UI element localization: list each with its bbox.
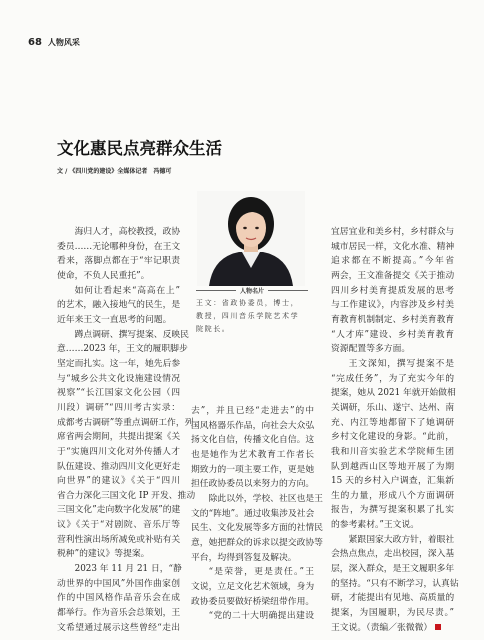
text-line: 紧跟国家大政方针，着眼社 [348,534,455,545]
text-line: 追求都在不断提高。”今年省 [331,256,454,267]
profile-line: 教授，四川音乐学院艺术学 [196,311,300,320]
paragraph [57,284,180,328]
text-line: 与“城乡公共文化设施建设情况 [57,373,180,384]
text-line: 委员……无论哪种身份，在王文 [57,241,181,252]
text-line: 营利性演出场所减免或补贴有关 [57,534,181,545]
text-line: 税种”的建议》等提案。 [57,549,150,560]
text-line: 层，深入群众，是王文履职多年 [331,564,455,575]
paragraph [57,328,196,563]
text-line: 队伍建设、推动四川文化更好走 [57,461,181,472]
profile-heading-label: 人物名片 [240,288,265,295]
text-line: 蹲点调研、撰写提案、反映民 [74,329,189,340]
text-line: 除此以外，学校、社区也是王 [208,493,323,504]
paragraph [57,225,180,284]
page-header [28,37,80,48]
text-line: 提案，为国履职，为民尽责。” [331,608,454,619]
text-line: 意……2023 年，王文的履职脚步 [57,344,188,355]
paragraph [57,562,180,635]
text-line: 育教育机制制定、乡村美育教育 [331,314,455,325]
text-line: 都举行。作为音乐会总策划，王 [57,608,181,619]
profile-line: 王文：省政协委员，博士， [196,299,300,307]
text-line: 三国文化”走向数字化发展”的建 [57,505,181,516]
end-mark-icon [435,624,441,630]
text-line: 提案，她从 2021 年就开始做相 [331,388,456,399]
text-line: 坚定而扎实。这一年，她先后参 [57,358,181,369]
article-byline: 文 / 《四川党的建设》全媒体记者 冯德可 [57,168,172,175]
text-line: 王文说。（责编／张微微） [331,621,454,636]
text-line: 使命，不负人民重托”。 [57,270,150,281]
text-line: 的坚持。“只有不断学习，认真钻 [331,578,459,589]
text-line: 川段）调研”“四川考古实录： [57,402,180,413]
text-line: 担任政协委员以来努力的方向。 [191,479,315,490]
text-line: 国风格器乐作品，向社会大众弘 [191,420,315,431]
text-line: 动世界的中国风”外国作曲家创 [57,578,180,589]
text-line: 向世界”的建议》《关于“四川 [57,476,180,487]
text-line: 海归人才，高校教授，政协 [74,227,181,237]
text-line: 省合力深化三国文化 IP 开发、推动 [57,490,196,501]
divider [268,290,308,291]
text-line: 资源配置等多方面。 [331,344,411,355]
text-line: 近年来王文一直思考的问题。 [57,314,172,325]
paragraph [331,357,454,533]
body-column-left [57,225,196,635]
text-line: 会热点焦点，走出校园，深入基 [331,549,455,560]
text-line: 15 天的乡村入户调查，汇集新 [331,476,454,487]
body-column-middle [191,404,323,624]
paragraph [331,533,459,636]
paragraph [191,609,314,624]
text-line: 四川乡村美育提质发展的思考 [331,285,454,296]
profile-line: 院院长。 [196,324,231,333]
text-line: 于“实施四川文化对外传播人才 [57,446,180,457]
text-line: 议》《关于“对剧院、音乐厅等 [57,520,180,531]
text-line: 也是她作为艺术教育工作者长 [191,449,314,460]
text-line: 队到越西山区等地开展了为期 [331,461,454,472]
portrait-photo [197,191,305,286]
text-line: 王文深知，撰写提案不是 [348,358,454,369]
divider [196,290,236,291]
text-line: 乡村文化建设的身影。“此前， [331,432,454,443]
page-number: 68 [28,37,42,48]
profile-caption [196,297,308,335]
text-line: 政协委员要做好桥梁纽带作用。 [191,596,315,607]
section-name: 人物风采 [47,38,80,47]
text-line: 报告，为撰写提案积累了扎实 [331,505,454,516]
text-line: 城市居民一样，文化水准、精神 [331,241,455,252]
text-line: 关调研，乐山、遂宁、达州、南 [331,402,455,413]
body-column-right [331,225,459,635]
text-line: 视察”“长江国家文化公园（四 [57,388,180,399]
text-line: 2023 年 11 月 21 日，“静 [74,564,182,575]
text-line: 意，她把群众的诉求以提交政协等 [191,537,323,548]
text-line: 充、内江等地都留下了她调研 [331,417,454,428]
text-line: 席省两会期间，共提出提案《关 [57,432,181,443]
text-line: 的艺术，融入接地气的民生，是 [57,300,181,311]
text-line: 扬文化自信，传播文化自信。这 [191,435,315,446]
profile-heading [196,286,308,295]
text-line: 作的中国风格作品音乐会在成 [57,593,180,604]
text-line: 我和川音实验艺术学院师生团 [331,446,454,457]
text-line: 去”，并且已经“走进去”的中 [191,406,314,416]
paragraph [331,225,454,357]
text-line: “是荣誉，更是责任。”王 [208,567,314,578]
article-title: 文化惠民点亮群众生活 [57,139,222,158]
text-line: 研，才能提出有见地、高质量的 [331,593,455,604]
text-line: “党的二十大明确提出建设 [208,611,314,622]
text-line: 宜居宜业和美乡村，乡村群众与 [331,227,455,237]
paragraph [191,492,323,565]
paragraph [191,565,314,609]
text-line: 看来，落脚点都在于“牢记职责 [57,256,180,267]
text-line: 期致力的一项主要工作，更是她 [191,464,315,475]
portrait-photo-icon [197,191,305,286]
text-line: 的参考素材。”王文说。 [331,520,420,531]
text-line: “人才库”建设、乡村美育教育 [331,329,454,340]
text-line: 如何让看起来“高高在上” [74,285,180,296]
text-line: 成都考古调研”等重点调研工作，列 [57,417,194,428]
text-line: “完成任务”，为了充实今年的 [331,373,454,384]
text-line: 民生、文化发展等多方面的社情民 [191,523,323,534]
text-line: 两会，王文准备提交《关于推动 [331,270,455,281]
text-line: 与工作建议》，内容涉及乡村美 [331,300,454,311]
text-line: 生的力量，形成八个方面调研 [331,490,454,501]
text-line: 文的“阵地”。通过收集涉及社会 [191,508,315,519]
paragraph [191,404,314,492]
text-line: 文希望通过展示这些曾经“走出 [57,622,180,633]
text-line: 文说，立足文化艺术领域，身为 [191,581,315,592]
text-line: 平台，均得到答复及解决。 [191,552,297,563]
